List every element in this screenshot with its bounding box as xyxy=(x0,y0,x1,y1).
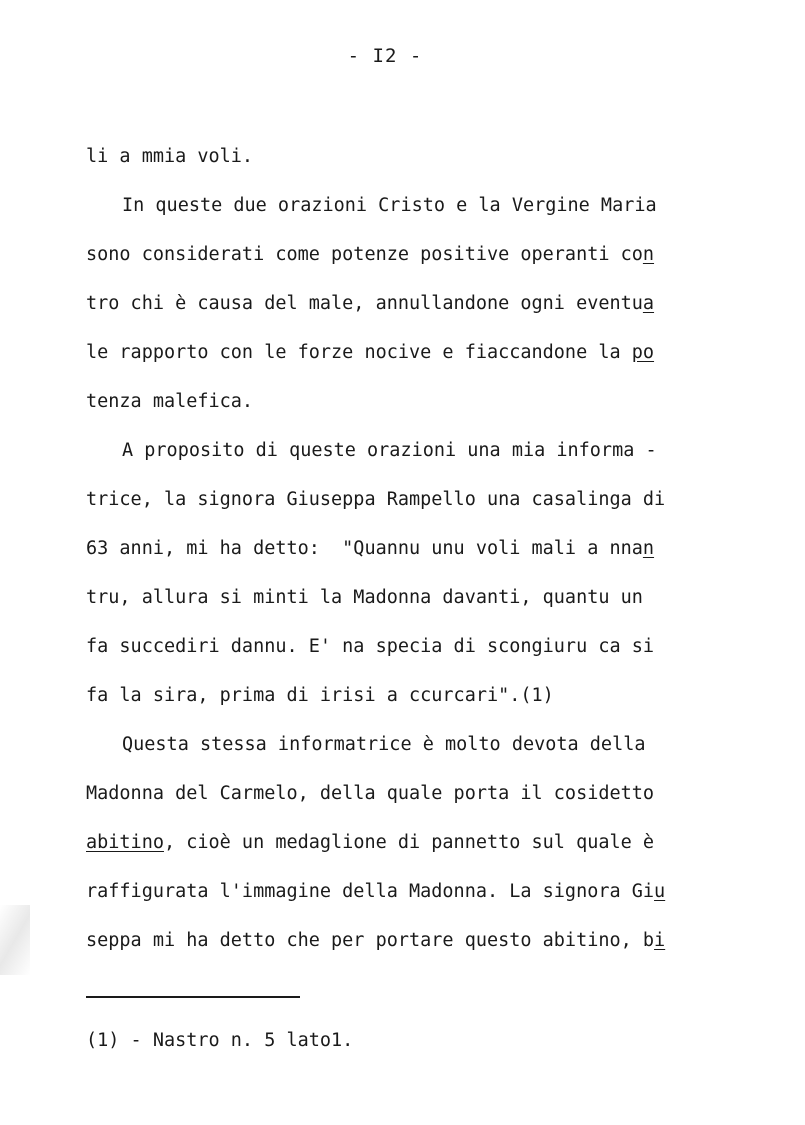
footnote-separator xyxy=(86,996,300,998)
text-line-2: In queste due orazioni Cristo e la Vergine Maria xyxy=(122,195,657,216)
footnote: (1) - Nastro n. 5 lato1. xyxy=(86,1030,354,1051)
page-number: - I2 - xyxy=(347,45,423,67)
text-line-6: tenza malefica. xyxy=(86,391,254,412)
text-line-14: Madonna del Carmelo, della quale porta il cosidetto xyxy=(86,783,655,804)
text-line-12: fa la sira, prima di irisi a ccurcari".(1) xyxy=(86,685,554,706)
text-line-13: Questa stessa informatrice è molto devota della xyxy=(122,734,646,755)
text-line-4: tro chi è causa del male, annullandone ogni eventua xyxy=(86,293,655,314)
text-line-1: li a mmia voli. xyxy=(86,146,254,167)
text-line-15: abitino, cioè un medaglione di pannetto sul quale è xyxy=(86,832,655,853)
scan-artifact xyxy=(0,905,30,975)
text-line-3: sono considerati come potenze positive operanti con xyxy=(86,244,655,265)
text-line-8: trice, la signora Giuseppa Rampello una casalinga di xyxy=(86,489,666,510)
text-line-17: seppa mi ha detto che per portare questo abitino, bi xyxy=(86,930,666,951)
text-line-9: 63 anni, mi ha detto: "Quannu unu voli mali a nnan xyxy=(86,538,655,559)
text-line-5: le rapporto con le forze nocive e fiaccandone la po xyxy=(86,342,655,363)
text-line-11: fa succediri dannu. E' na specia di scongiuru ca si xyxy=(86,636,655,657)
text-line-10: tru, allura si minti la Madonna davanti, quantu un xyxy=(86,587,643,608)
text-line-7: A proposito di queste orazioni una mia informa - xyxy=(122,440,657,461)
text-line-16: raffigurata l'immagine della Madonna. La signora Giu xyxy=(86,881,666,902)
